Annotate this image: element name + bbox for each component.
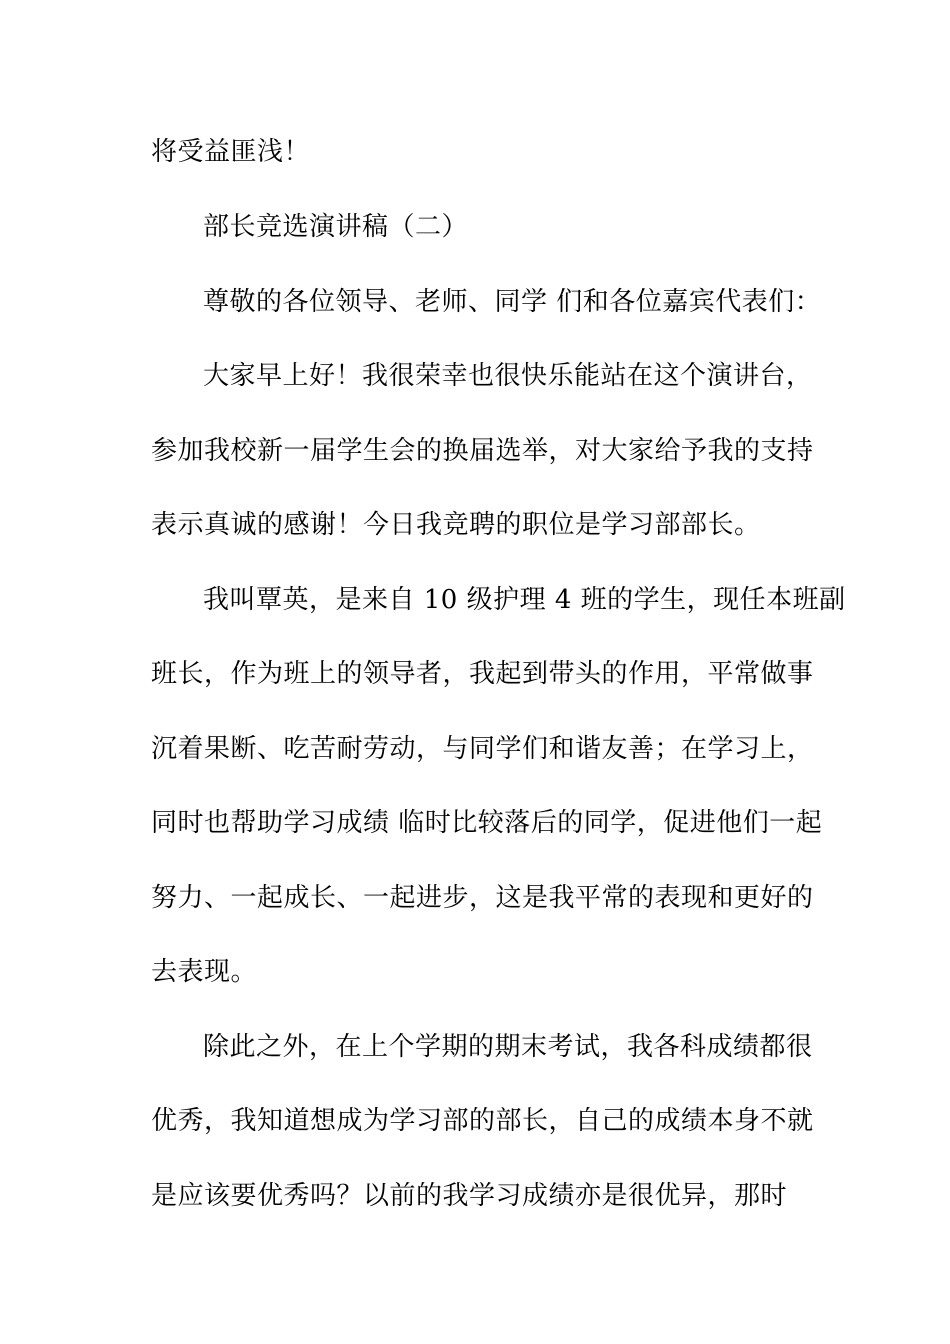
text-line: 除此之外，在上个学期的期末考试，我各科成绩都很 bbox=[203, 1032, 813, 1062]
text-line: 去表现。 bbox=[151, 957, 258, 987]
salutation: 尊敬的各位领导、老师、同学 们和各位嘉宾代表们： bbox=[203, 287, 822, 317]
text-line: 大家早上好！我很荣幸也很快乐能站在这个演讲台， bbox=[203, 361, 813, 391]
text-line: 表示真诚的感谢！今日我竞聘的职位是学习部部长。 bbox=[151, 510, 761, 540]
text-line: 同时也帮助学习成绩 临时比较落后的同学，促进他们一起 bbox=[151, 808, 823, 838]
text-line: 我叫覃英，是来自 10 级护理 4 班的学生，现任本班副 bbox=[203, 585, 846, 615]
text-line: 将受益匪浅！ bbox=[151, 137, 311, 167]
text-line: 班长，作为班上的领导者，我起到带头的作用，平常做事 bbox=[151, 659, 814, 689]
text-line: 是应该要优秀吗？以前的我学习成绩亦是很优异，那时 bbox=[151, 1181, 788, 1211]
text-line: 优秀，我知道想成为学习部的部长，自己的成绩本身不就 bbox=[151, 1106, 814, 1136]
text-line: 参加我校新一届学生会的换届选举，对大家给予我的支持 bbox=[151, 436, 814, 466]
text-line: 努力、一起成长、一起进步，这是我平常的表现和更好的 bbox=[151, 883, 814, 913]
text-line: 沉着果断、吃苦耐劳动，与同学们和谐友善；在学习上， bbox=[151, 734, 814, 764]
section-title: 部长竞选演讲稿（二） bbox=[203, 212, 469, 242]
